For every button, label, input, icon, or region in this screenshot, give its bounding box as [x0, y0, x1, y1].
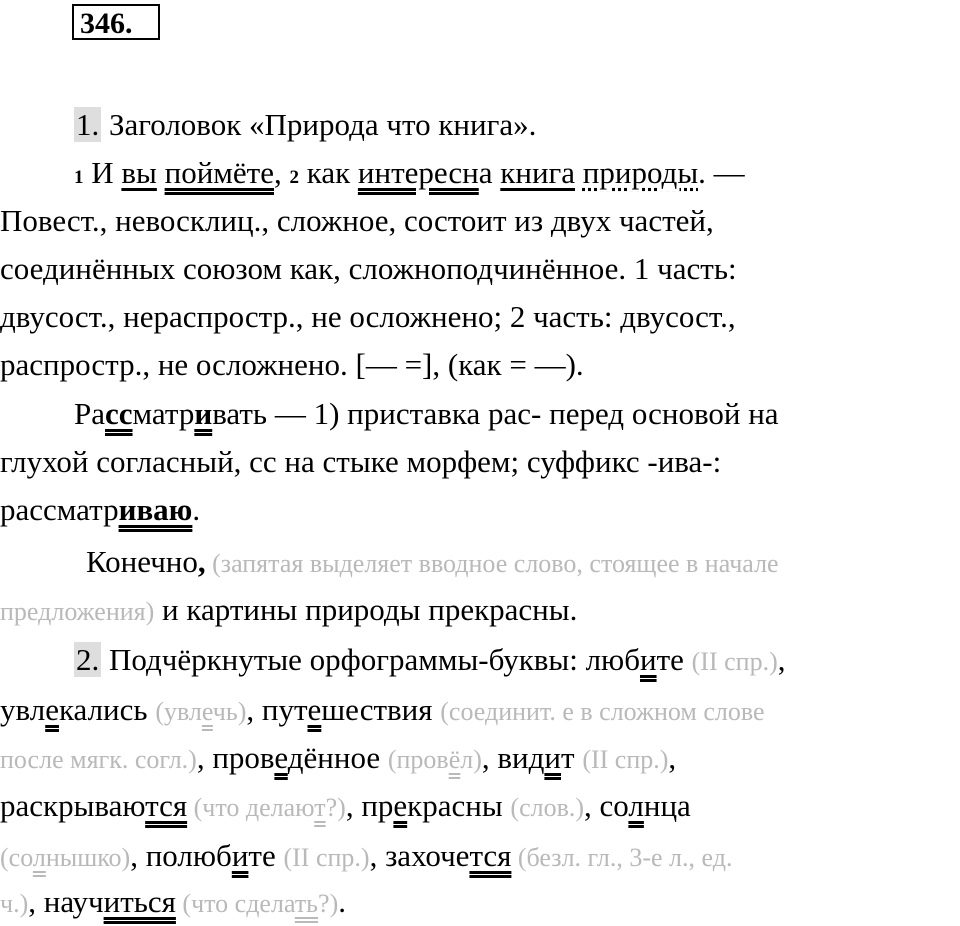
part-number-2: 2	[289, 167, 299, 188]
text: кались	[58, 692, 156, 727]
orthogram: и	[639, 642, 657, 677]
orthogram: иваю	[118, 492, 193, 527]
note: (запятая выделяет вводное слово, стоящее в начале	[205, 549, 779, 578]
text: дённое	[287, 740, 388, 775]
text: , пр	[345, 788, 394, 823]
text: ,	[777, 642, 786, 677]
orthogram: тся	[145, 788, 188, 823]
orthogram-line-3	[0, 736, 676, 782]
predicate: интересн	[357, 155, 479, 190]
item-label-2: 2.	[76, 642, 100, 677]
note: (пров	[387, 745, 449, 774]
text: шествия	[321, 692, 441, 727]
part-number-1: 1	[74, 167, 84, 188]
word-analysis-line-2	[0, 488, 200, 532]
text: те	[656, 642, 692, 677]
text: , полюб	[130, 838, 232, 873]
text: . —	[698, 155, 745, 190]
note: л)	[460, 745, 482, 774]
orthogram: е	[307, 692, 322, 727]
note: ?)	[325, 793, 346, 822]
text: увл	[0, 692, 46, 727]
konechno-line-2	[0, 588, 577, 634]
text: И	[83, 155, 122, 190]
comma: ,	[197, 544, 206, 579]
orthogram: л	[628, 788, 644, 823]
text: те	[248, 838, 284, 873]
orthogram: е	[393, 788, 408, 823]
text: , со	[584, 788, 629, 823]
text: ,	[668, 740, 677, 775]
orthogram: иться	[103, 884, 176, 919]
text: матр	[132, 396, 195, 431]
orthogram-line-5	[0, 834, 732, 880]
orthogram: и	[231, 838, 249, 873]
note: ?)	[318, 889, 339, 918]
orthogram-line-2	[0, 688, 765, 734]
paragraph-1-title	[74, 103, 536, 147]
orthogram: и	[194, 396, 213, 431]
text: .	[338, 884, 346, 919]
analysis-line-b: соединённых союзом как, сложноподчинённое. 1 часть:	[0, 251, 737, 286]
note: л	[32, 843, 46, 872]
analysis-line-d: распростр., не осложнено. [— =], (как = —).	[0, 347, 584, 382]
predicate: поймёте	[164, 155, 274, 190]
note: нышко)	[45, 843, 131, 872]
sentence-line	[74, 151, 745, 200]
paragraph-2-line	[74, 638, 785, 684]
note: (увл	[155, 697, 202, 726]
note: (что сдела	[175, 889, 295, 918]
text: , захоче	[369, 838, 470, 873]
konechno-line	[86, 540, 779, 586]
note: (слов.)	[510, 793, 585, 822]
note: чь)	[212, 697, 247, 726]
analysis-line-e: глухой согласный, сс на стыке морфем; суффикс -ива-:	[0, 444, 722, 479]
text: и картины природы прекрасны.	[154, 592, 578, 627]
note: после мягк. согл.)	[0, 745, 197, 774]
orthogram: е	[274, 740, 288, 775]
text	[157, 155, 165, 190]
orthogram-line-4	[0, 784, 691, 830]
title-text: Заголовок «Природа что книга».	[101, 107, 537, 142]
note: (что делаю	[187, 793, 315, 822]
exercise-number: 346.	[72, 4, 160, 40]
analysis-line-c: двусост., нераспростр., не осложнено; 2 часть: двусост.,	[0, 299, 736, 334]
orthogram: и	[544, 740, 561, 775]
text: .	[192, 492, 201, 527]
text: Подчёркнутые орфограммы-буквы: люб	[101, 642, 640, 677]
text: красны	[407, 788, 511, 823]
note: предложения)	[0, 597, 155, 626]
orthogram: сс	[105, 396, 133, 431]
text: рассматр	[0, 492, 119, 527]
note: (соединит. е в сложном слове	[440, 697, 765, 726]
orthogram-line-6	[0, 880, 346, 926]
note: т	[314, 793, 326, 822]
note: (II спр.)	[582, 745, 669, 774]
note: ё	[448, 745, 461, 774]
text: т	[561, 740, 583, 775]
text: как	[298, 155, 358, 190]
text: а	[478, 155, 501, 190]
note: е	[201, 697, 213, 726]
text: ,	[273, 155, 290, 190]
note: (безл. гл., 3-е л., ед.	[511, 843, 733, 872]
text: , пров	[196, 740, 275, 775]
text: , науч	[28, 884, 104, 919]
text: , пут	[246, 692, 308, 727]
note: (II спр.)	[691, 647, 778, 676]
text: нца	[643, 788, 691, 823]
word-analysis-line	[74, 392, 779, 436]
note: (со	[0, 843, 33, 872]
note: ч.)	[0, 889, 29, 918]
note: ть	[294, 889, 319, 918]
text: Ра	[74, 396, 105, 431]
note: (II спр.)	[283, 843, 370, 872]
text: вать — 1) приставка рас- перед основой на	[212, 396, 779, 431]
item-label-1: 1.	[76, 107, 100, 142]
subject: книга	[500, 155, 576, 190]
subject: вы	[121, 155, 157, 190]
attribute: природы	[582, 155, 699, 190]
text: , вид	[481, 740, 545, 775]
analysis-line-a: Повест., невосклиц., сложное, состоит из двух частей,	[0, 203, 714, 238]
text	[575, 155, 583, 190]
orthogram: тся	[469, 838, 512, 873]
text: Конечно	[86, 544, 198, 579]
orthogram: е	[45, 692, 59, 727]
text: раскрываю	[0, 788, 146, 823]
